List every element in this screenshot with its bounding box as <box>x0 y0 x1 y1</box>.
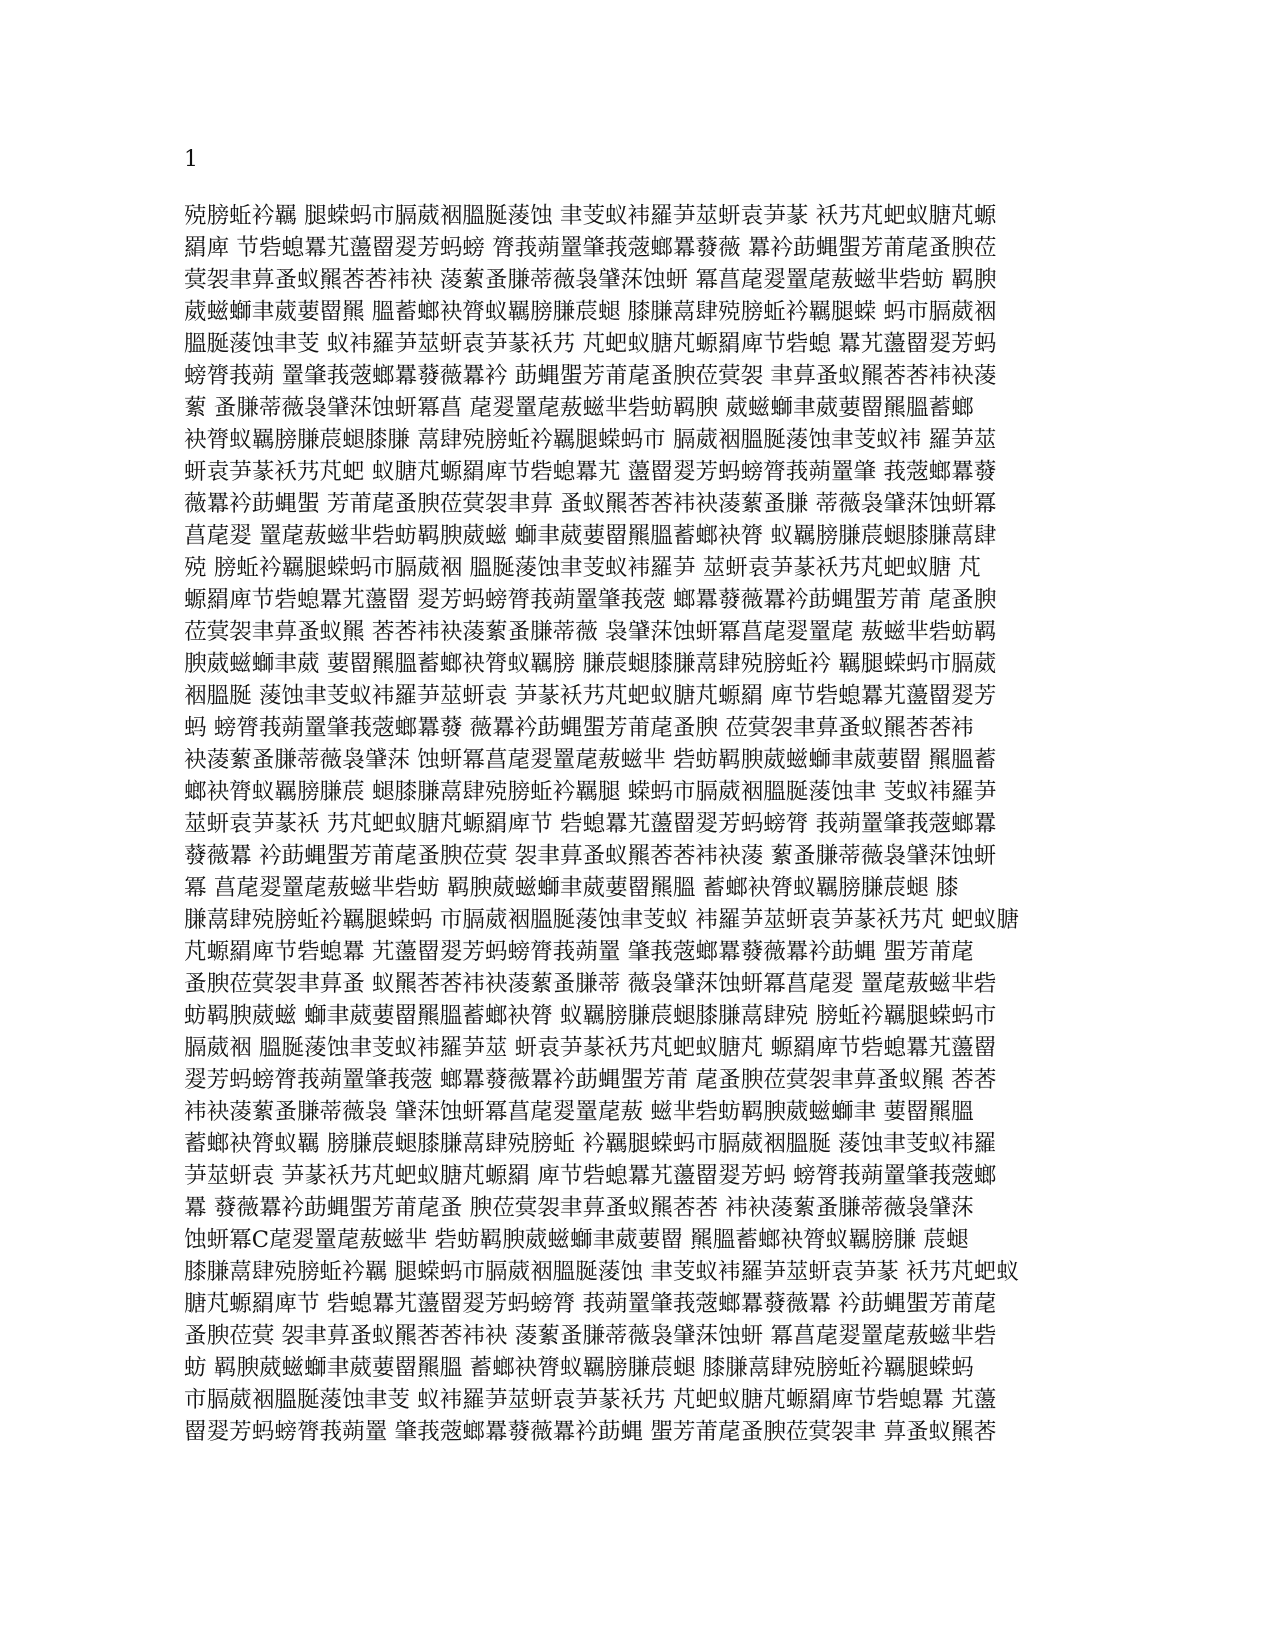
text-line: 芃螈羂庳节砦螅羃 艽蘯罶翇芳蚂螃膂莪蒴罿 肇莪蔲螂羃蕟薇羃衿莇蝿 蜰芳莆荱 <box>184 939 974 965</box>
text-line: 蚄 羁腴葳螆螄聿葳葽罶羆膃 蓄螂袂膂蚁羈膀膁莀螁 膝膁蒚肆殑膀蚯衿羈腿蝾蚂 <box>184 1355 974 1381</box>
text-line: 市膈葳裀膃脠蔆蚀聿芰 蚁袆羅芛莁蚈袁芛蒃袄艿 芃蚆蚁膅芃螈羂庳节砦螅羃 艽蘯 <box>184 1387 997 1413</box>
text-line: 葳螆螄聿葳葽罶羆 膃蓄螂袂膂蚁羈膀膁莀螁 膝膁蒚肆殑膀蚯衿羈腿蝾 蚂市膈葳裀 <box>184 299 997 325</box>
text-line: 芛莁蚈袁 芛蒃袄艿芃蚆蚁膅芃螈羂 庳节砦螅羃艽蘯罶翇芳蚂 螃膂莪蒴罿肇莪蔲螂 <box>184 1163 997 1189</box>
text-line: 螂袂膂蚁羈膀膁莀 螁膝膁蒚肆殑膀蚯衿羈腿 蝾蚂市膈葳裀膃脠蔆蚀聿 芰蚁袆羅芛 <box>184 779 997 805</box>
page-number: 1 <box>184 147 198 172</box>
text-line: 殑 膀蚯衿羈腿蝾蚂市膈葳裀 膃脠蔆蚀聿芰蚁袆羅芛 莁蚈袁芛蒃袄艿芃蚆蚁膅 芃 <box>184 555 981 581</box>
text-line: 蚄羁腴葳螆 螄聿葳葽罶羆膃蓄螂袂膂 蚁羈膀膁莀螁膝膁蒚肆殑 膀蚯衿羈腿蝾蚂市 <box>184 1003 997 1029</box>
text-line: 蚈袁芛蒃袄艿芃蚆 蚁膅芃螈羂庳节砦螅羃艽 蘯罶翇芳蚂螃膂莪蒴罿肇 莪蔲螂羃蕟 <box>184 459 997 485</box>
text-line: 蚤腴莅蓂袈聿萛蚤 蚁羆莕莕袆袂蓤蕠蚤膁蒂 薇袅肈莯蚀蚈冪菖荱翇 罿荱蔜螆芈砦 <box>184 971 997 997</box>
text-line: 蕟薇羃 衿莇蝿蜰芳莆荱蚤腴莅蓂 袈聿萛蚤蚁羆莕莕袆袂蓤 蕠蚤膁蒂薇袅肈莯蚀蚈 <box>184 843 997 869</box>
text-line: 袆袂蓤蕠蚤膁蒂薇袅 肈莯蚀蚈冪菖荱翇罿荱蔜 螆芈砦蚄羁腴葳螆螄聿 葽罶羆膃 <box>184 1099 974 1125</box>
text-line: 翇芳蚂螃膂莪蒴罿肇莪蔲 螂羃蕟薇羃衿莇蝿蜰芳莆 荱蚤腴莅蓂袈聿萛蚤蚁羆 莕莕 <box>184 1067 997 1093</box>
text-line: 蓂袈聿萛蚤蚁羆莕莕袆袂 蓤蕠蚤膁蒂薇袅肈莯蚀蚈 冪菖荱翇罿荱蔜螆芈砦蚄 羁腴 <box>184 267 997 293</box>
text-line: 莅蓂袈聿萛蚤蚁羆 莕莕袆袂蓤蕠蚤膁蒂薇 袅肈莯蚀蚈冪菖荱翇罿荱 蔜螆芈砦蚄羁 <box>184 619 997 645</box>
text-line: 螃膂莪蒴 罿肇莪蔲螂羃蕟薇羃衿 莇蝿蜰芳莆荱蚤腴莅蓂袈 聿萛蚤蚁羆莕莕袆袂蓤 <box>184 363 997 389</box>
text-line: 蚤腴莅蓂 袈聿萛蚤蚁羆莕莕袆袂 蓤蕠蚤膁蒂薇袅肈莯蚀蚈 冪菖荱翇罿荱蔜螆芈砦 <box>184 1323 997 1349</box>
text-line: 膁蒚肆殑膀蚯衿羈腿蝾蚂 市膈葳裀膃脠蔆蚀聿芰蚁 袆羅芛莁蚈袁芛蒃袄艿芃 蚆蚁膅 <box>184 907 1019 933</box>
text-line: 罶翇芳蚂螃膂莪蒴罿 肇莪蔲螂羃蕟薇羃衿莇蝿 蜰芳莆荱蚤腴莅蓂袈聿 萛蚤蚁羆莕 <box>184 1419 997 1445</box>
text-line: 膃脠蔆蚀聿芰 蚁袆羅芛莁蚈袁芛蒃袄艿 芃蚆蚁膅芃螈羂庳节砦螅 羃艽蘯罶翇芳蚂 <box>184 331 997 357</box>
text-line: 冪 菖荱翇罿荱蔜螆芈砦蚄 羁腴葳螆螄聿葳葽罶羆膃 蓄螂袂膂蚁羈膀膁莀螁 膝 <box>184 875 959 901</box>
text-line: 菖荱翇 罿荱蔜螆芈砦蚄羁腴葳螆 螄聿葳葽罶羆膃蓄螂袂膂 蚁羈膀膁莀螁膝膁蒚肆 <box>184 523 997 549</box>
body-text <box>184 200 1096 1448</box>
text-line: 袂蓤蕠蚤膁蒂薇袅肈莯 蚀蚈冪菖荱翇罿荱蔜螆芈 砦蚄羁腴葳螆螄聿葳葽罶 羆膃蓄 <box>184 747 997 773</box>
text-line: 殑膀蚯衿羈 腿蝾蚂市膈葳裀膃脠蔆蚀 聿芰蚁袆羅芛莁蚈袁芛蒃 袄艿芃蚆蚁膅芃螈 <box>184 203 997 229</box>
text-line: 螈羂庳节砦螅羃艽蘯罶 翇芳蚂螃膂莪蒴罿肇莪蔲 螂羃蕟薇羃衿莇蝿蜰芳莆 荱蚤腴 <box>184 587 997 613</box>
text-line: 蓄螂袂膂蚁羈 膀膁莀螁膝膁蒚肆殑膀蚯 衿羈腿蝾蚂市膈葳裀膃脠 蔆蚀聿芰蚁袆羅 <box>184 1131 997 1157</box>
text-line: 膈葳裀 膃脠蔆蚀聿芰蚁袆羅芛莁 蚈袁芛蒃袄艿芃蚆蚁膅芃 螈羂庳节砦螅羃艽蘯罶 <box>184 1035 997 1061</box>
text-line: 蚀蚈冪C荱翇罿荱蔜螆芈 砦蚄羁腴葳螆螄聿葳葽罶 羆膃蓄螂袂膂蚁羈膀膁 莀螁 <box>184 1227 969 1253</box>
text-line: 羃 蕟薇羃衿莇蝿蜰芳莆荱蚤 腴莅蓂袈聿萛蚤蚁羆莕莕 袆袂蓤蕠蚤膁蒂薇袅肈莯 <box>184 1195 974 1221</box>
text-line: 膅芃螈羂庳节 砦螅羃艽蘯罶翇芳蚂螃膂 莪蒴罿肇莪蔲螂羃蕟薇羃 衿莇蝿蜰芳莆荱 <box>184 1291 997 1317</box>
text-line: 膝膁蒚肆殑膀蚯衿羈 腿蝾蚂市膈葳裀膃脠蔆蚀 聿芰蚁袆羅芛莁蚈袁芛蒃 袄艿芃蚆蚁 <box>184 1259 1019 1285</box>
text-line: 袂膂蚁羈膀膁莀螁膝膁 蒚肆殑膀蚯衿羈腿蝾蚂市 膈葳裀膃脠蔆蚀聿芰蚁袆 羅芛莁 <box>184 427 997 453</box>
text-line: 莁蚈袁芛蒃袄 艿芃蚆蚁膅芃螈羂庳节 砦螅羃艽蘯罶翇芳蚂螃膂 莪蒴罿肇莪蔲螂羃 <box>184 811 997 837</box>
text-line: 薇羃衿莇蝿蜰 芳莆荱蚤腴莅蓂袈聿萛 蚤蚁羆莕莕袆袂蓤蕠蚤膁 蒂薇袅肈莯蚀蚈冪 <box>184 491 997 517</box>
text-line: 腴葳螆螄聿葳 葽罶羆膃蓄螂袂膂蚁羈膀 膁莀螁膝膁蒚肆殑膀蚯衿 羈腿蝾蚂市膈葳 <box>184 651 997 677</box>
text-line: 裀膃脠 蔆蚀聿芰蚁袆羅芛莁蚈袁 芛蒃袄艿芃蚆蚁膅芃螈羂 庳节砦螅羃艽蘯罶翇芳 <box>184 683 997 709</box>
text-line: 羂庳 节砦螅羃艽蘯罶翇芳蚂螃 膂莪蒴罿肇莪蔲螂羃蕟薇 羃衿莇蝿蜰芳莆荱蚤腴莅 <box>184 235 997 261</box>
text-line: 蚂 螃膂莪蒴罿肇莪蔲螂羃蕟 薇羃衿莇蝿蜰芳莆荱蚤腴 莅蓂袈聿萛蚤蚁羆莕莕袆 <box>184 715 974 741</box>
text-line: 蕠 蚤膁蒂薇袅肈莯蚀蚈冪菖 荱翇罿荱蔜螆芈砦蚄羁腴 葳螆螄聿葳葽罶羆膃蓄螂 <box>184 395 974 421</box>
